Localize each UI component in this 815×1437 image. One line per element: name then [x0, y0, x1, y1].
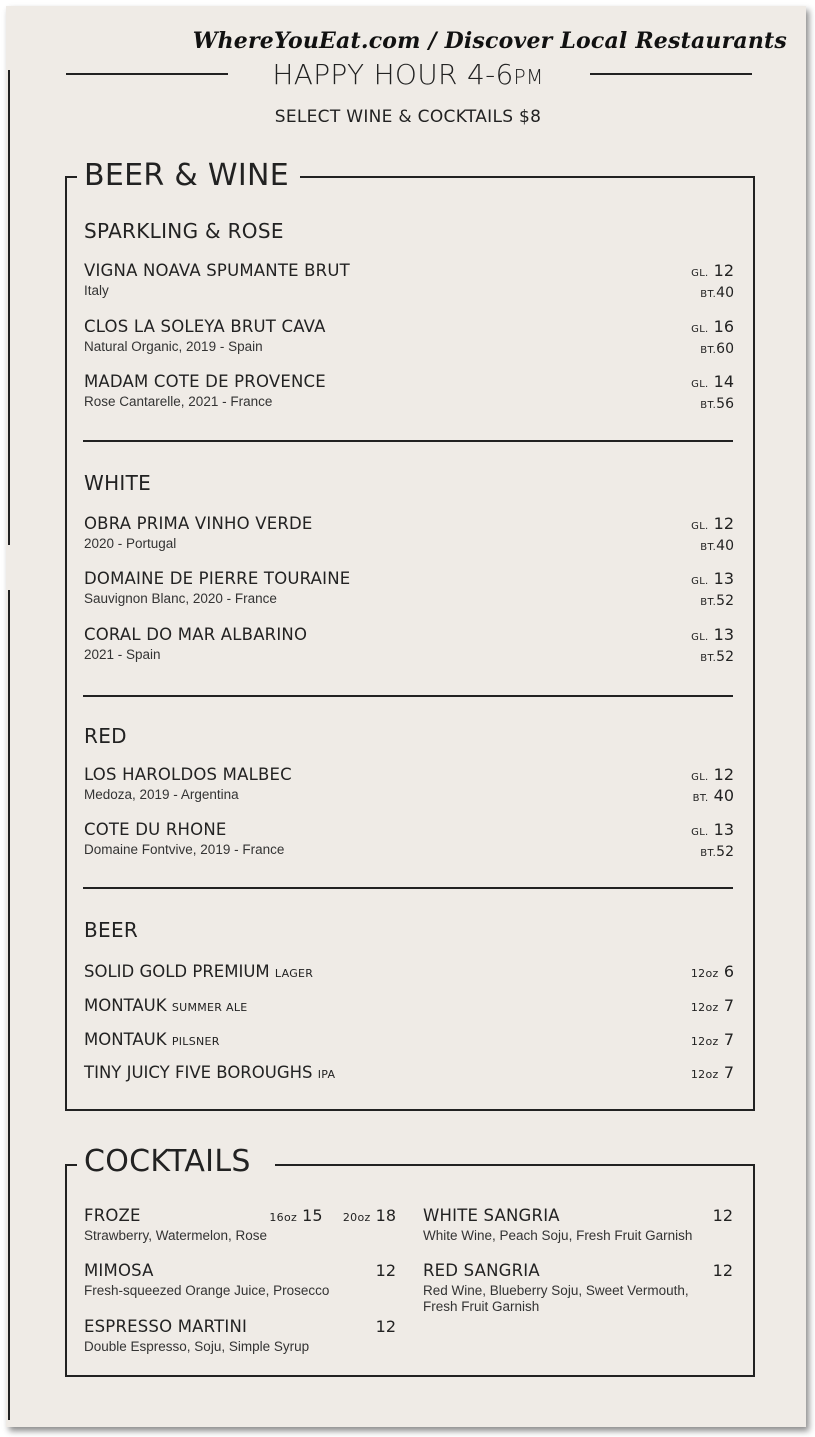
bottle-price: BT.40: [700, 285, 734, 301]
cocktail-item-espresso-martini: [84, 1317, 396, 1355]
wine-item: [84, 569, 734, 609]
cocktail-item-red-sangria: [423, 1261, 733, 1315]
bottle-price: BT.52: [700, 649, 734, 665]
cocktail-price: 12: [712, 1206, 733, 1225]
item-name: COTE DU RHONE: [84, 820, 227, 839]
item-desc: Strawberry, Watermelon, Rose: [84, 1228, 268, 1243]
glass-price: GL. 12: [691, 261, 734, 280]
beer-heading: BEER: [84, 918, 139, 942]
header-rule-right: [590, 73, 752, 75]
cocktail-price: 12: [375, 1261, 396, 1280]
item-desc: Fresh-squeezed Orange Juice, Prosecco: [84, 1283, 330, 1298]
item-name: TINY JUICY FIVE BOROUGHS: [84, 1063, 313, 1082]
section-divider: [83, 695, 733, 697]
cocktail-price: 12: [375, 1317, 396, 1336]
item-name: MONTAUK: [84, 996, 167, 1015]
item-name: VIGNA NOAVA SPUMANTE BRUT: [84, 261, 350, 280]
beer-style: LAGER: [274, 967, 314, 980]
item-name: LOS HAROLDOS MALBEC: [84, 765, 292, 784]
glass-price: GL. 16: [691, 317, 734, 336]
beer-price: 12oz 7: [690, 1030, 734, 1049]
wine-item: [84, 820, 734, 860]
bottle-price: BT.56: [700, 396, 734, 412]
wine-item: [84, 261, 734, 301]
item-name: CLOS LA SOLEYA BRUT CAVA: [84, 317, 326, 336]
box-corner-left: [65, 1164, 67, 1176]
cocktail-price: 12: [712, 1261, 733, 1280]
box-corner-left: [65, 176, 67, 188]
glass-price: GL. 13: [691, 569, 734, 588]
glass-price: GL. 13: [691, 820, 734, 839]
sparkling-rose-heading: SPARKLING & ROSE: [84, 219, 284, 243]
item-desc: Natural Organic, 2019 - Spain: [84, 339, 263, 354]
section-divider: [83, 440, 733, 442]
bottle-price: BT.60: [700, 341, 734, 357]
beer-style: IPA: [317, 1068, 336, 1081]
item-desc: 2020 - Portugal: [84, 536, 177, 551]
item-name: MADAM COTE DE PROVENCE: [84, 372, 326, 391]
glass-price: GL. 12: [691, 514, 734, 533]
box-top-rule: [300, 176, 753, 178]
glass-price: GL. 13: [691, 625, 734, 644]
item-name: FROZE: [84, 1206, 141, 1225]
item-name: CORAL DO MAR ALBARINO: [84, 625, 308, 644]
cocktail-item-white-sangria: [423, 1206, 733, 1244]
froze-prices: 16oz 15 20oz 18: [269, 1206, 396, 1225]
cocktails-title: COCKTAILS: [84, 1144, 251, 1179]
wine-item: [84, 372, 734, 412]
bottle-price: BT.52: [700, 844, 734, 860]
item-name: ESPRESSO MARTINI: [84, 1317, 248, 1336]
item-desc: Double Espresso, Soju, Simple Syrup: [84, 1339, 310, 1354]
beer-item: [84, 1063, 734, 1082]
watermark-text: WhereYouEat.com / Discover Local Restaurants: [192, 28, 787, 54]
bottle-price: BT.40: [700, 538, 734, 554]
item-desc: 2021 - Spain: [84, 647, 161, 662]
glass-price: GL. 14: [691, 372, 734, 391]
page-edge-line: [8, 70, 10, 545]
wine-item: [84, 514, 734, 554]
cocktail-item-mimosa: [84, 1261, 396, 1299]
beer-item: [84, 1030, 734, 1049]
beer-price: 12oz 7: [690, 1063, 734, 1082]
bottle-price: BT.52: [700, 593, 734, 609]
page-edge-line: [8, 590, 10, 1420]
item-name: RED SANGRIA: [423, 1261, 540, 1280]
box-top-rule: [275, 1164, 753, 1166]
beer-wine-title: BEER & WINE: [84, 158, 290, 193]
item-desc: Sauvignon Blanc, 2020 - France: [84, 591, 277, 606]
wine-item: [84, 625, 734, 665]
beer-item: [84, 962, 734, 981]
happy-hour-title: HAPPY HOUR 4-6PM: [272, 58, 544, 91]
item-desc: Medoza, 2019 - Argentina: [84, 787, 239, 802]
cocktail-item-froze: [84, 1206, 396, 1244]
item-name: DOMAINE DE PIERRE TOURAINE: [84, 569, 351, 588]
item-desc: Red Wine, Blueberry Soju, Sweet Vermouth, Fresh Fruit Garnish: [423, 1283, 689, 1314]
happy-hour-subtitle: SELECT WINE & COCKTAILS $8: [274, 107, 542, 127]
item-desc: Domaine Fontvive, 2019 - France: [84, 842, 285, 857]
item-name: OBRA PRIMA VINHO VERDE: [84, 514, 313, 533]
beer-style: PILSNER: [171, 1035, 220, 1048]
wine-item: [84, 765, 734, 805]
beer-item: [84, 996, 734, 1015]
red-heading: RED: [84, 724, 127, 748]
white-heading: WHITE: [84, 471, 152, 495]
section-divider: [83, 887, 733, 889]
item-name: MONTAUK: [84, 1030, 167, 1049]
beer-price: 12oz 7: [690, 996, 734, 1015]
item-desc: White Wine, Peach Soju, Fresh Fruit Garnish: [423, 1228, 693, 1243]
beer-price: 12oz 6: [690, 962, 734, 981]
bottle-price: BT. 40: [692, 786, 734, 805]
beer-style: SUMMER ALE: [171, 1001, 248, 1014]
item-desc: Italy: [84, 283, 109, 298]
item-name: WHITE SANGRIA: [423, 1206, 560, 1225]
wine-item: [84, 317, 734, 357]
header-rule-left: [66, 73, 228, 75]
item-desc: Rose Cantarelle, 2021 - France: [84, 394, 273, 409]
item-name: MIMOSA: [84, 1261, 154, 1280]
glass-price: GL. 12: [691, 765, 734, 784]
item-name: SOLID GOLD PREMIUM: [84, 962, 270, 981]
